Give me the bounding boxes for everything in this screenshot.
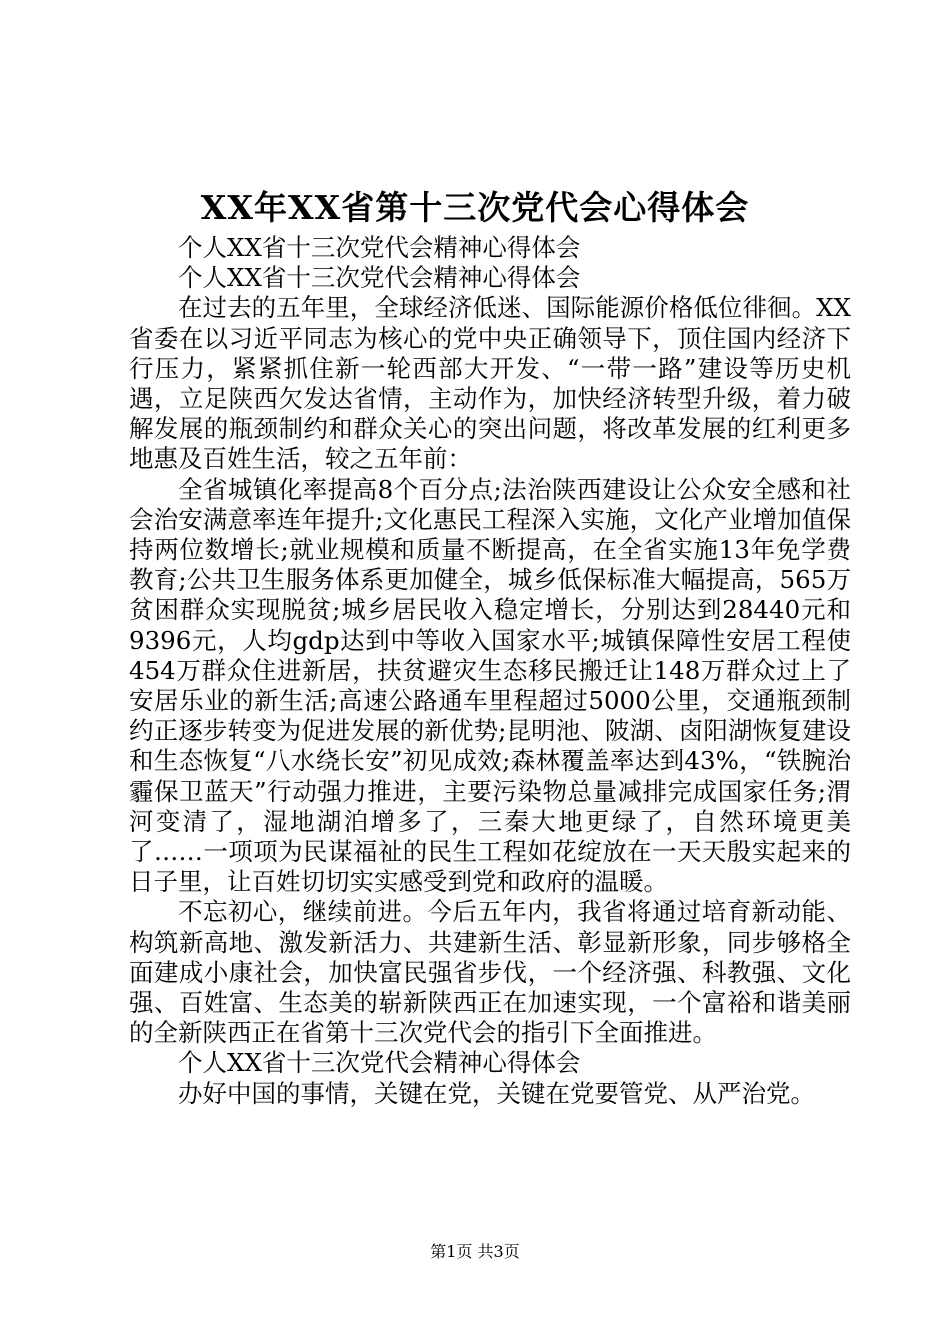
- paragraph-subtitle-3: 个人XX省十三次党代会精神心得体会: [178, 1048, 581, 1078]
- paragraph-intro: 在过去的五年里，全球经济低迷、国际能源价格低位徘徊。XX省委在以习近平同志为核心的党中央正确领导下，顶住国内经济下行压力，紧紧抓住新一轮西部大开发、“一带一路”建设等历史机遇，立足陕西欠发达省情，主动作为，加快经济转型升级，着力破解发展的瓶颈制约和群众关心的突出问题，将改革发展的红利更多地惠及百姓生活，较之五年前：: [129, 293, 851, 474]
- paragraph-subtitle-2: 个人XX省十三次党代会精神心得体会: [178, 263, 581, 293]
- paragraph-party-governance: 办好中国的事情，关键在党，关键在党要管党、从严治党。: [178, 1078, 815, 1108]
- document-title: XX年XX省第十三次党代会心得体会: [200, 188, 750, 227]
- paragraph-outlook: 不忘初心，继续前进。今后五年内，我省将通过培育新动能、构筑新高地、激发新活力、共建新生活、彰显新形象，同步够格全面建成小康社会，加快富民强省步伐，一个经济强、科教强、文化强、百姓富、生态美的崭新陕西正在加速实现，一个富裕和谐美丽的全新陕西正在省第十三次党代会的指引下全面推进。: [129, 897, 851, 1048]
- paragraph-subtitle-1: 个人XX省十三次党代会精神心得体会: [178, 233, 581, 262]
- paragraph-achievements: 全省城镇化率提高8个百分点;法治陕西建设让公众安全感和社会治安满意率连年提升;文化惠民工程深入实施，文化产业增加值保持两位数增长;就业规模和质量不断提高，在全省实施13年免学费教育;公共卫生服务体系更加健全，城乡低保标准大幅提高，565万贫困群众实现脱贫;城乡居民收入稳定增长，分别达到28440元和9396元，人均gdp达到中等收入国家水平;城镇保障性安居工程使454万群众住进新居，扶贫避灾生态移民搬迁让148万群众过上了安居乐业的新生活;高速公路通车里程超过5000公里，交通瓶颈制约正逐步转变为促进发展的新优势;昆明池、陂湖、卤阳湖恢复建设和生态恢复“八水绕长安”初见成效;森林覆盖率达到43%，“铁腕治霾保卫蓝天”行动强力推进，主要污染物总量减排完成国家任务;渭河变清了，湿地湖泊增多了，三秦大地更绿了，自然环境更美了……一项项为民谋福祉的民生工程如花绽放在一天天殷实起来的日子里，让百姓切切实实感受到党和政府的温暖。: [129, 474, 851, 897]
- document-body: [129, 233, 851, 1109]
- page-footer: 第1页 共3页: [430, 1242, 520, 1261]
